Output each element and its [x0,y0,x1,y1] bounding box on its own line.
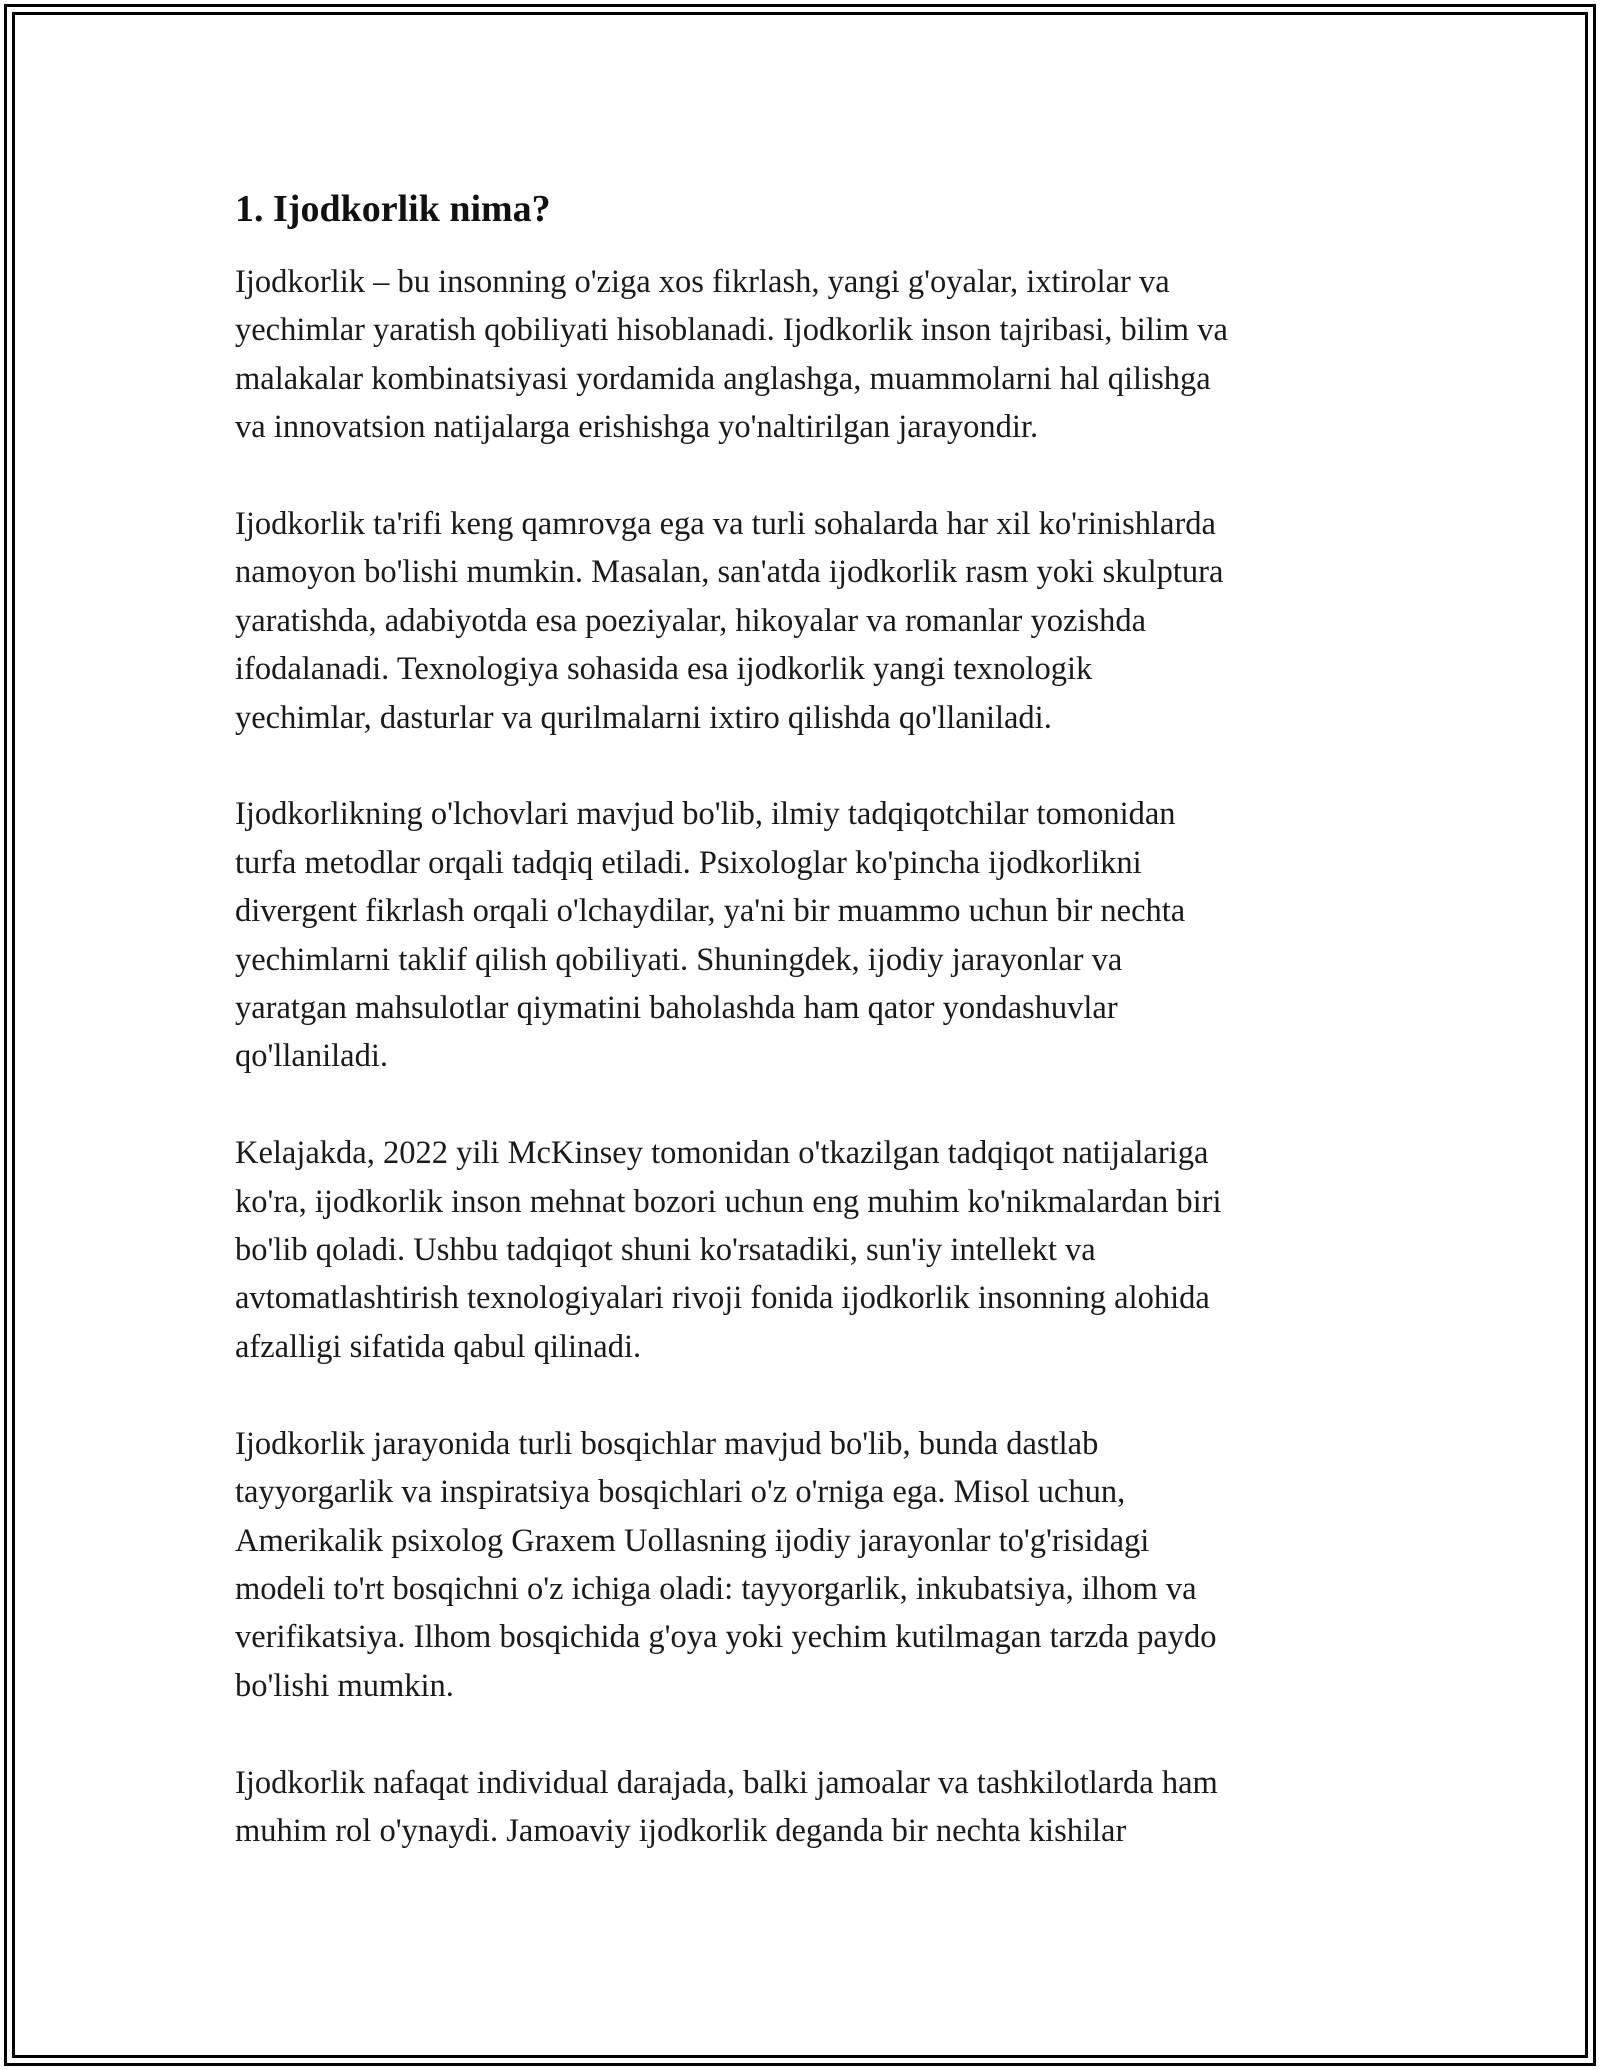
paragraph-definition: Ijodkorlik – bu insonning o'ziga xos fikrlash, yangi g'oyalar, ixtirolar va yechimlar yaratish qobiliyati hisoblanadi. Ijodkorlik inson tajribasi, bilim va malakalar kombinatsiyasi yordamida anglashga, muammolarni hal qilishga va innovatsion natijalarga erishishga yo'naltirilgan jarayondir. [235,264,1228,446]
paragraph-measurement: Ijodkorlikning o'lchovlari mavjud bo'lib, ilmiy tadqiqotchilar tomonidan turfa metodlar orqali tadqiq etiladi. Psixologlar ko'pincha ijodkorlikni divergent fikrlash orqali o'lchaydilar, ya'ni bir muammo uchun bir nechta yechimlarni taklif qilish qobiliyati. Shuningdek, ijodiy jarayonlar va yaratgan mahsulotlar qiymatini baholashda ham qator yondashuvlar qo'llaniladi. [235,796,1186,1075]
paragraph-teams: Ijodkorlik nafaqat individual darajada, balki jamoalar va tashkilotlarda ham muhim rol o'ynaydi. Jamoaviy ijodkorlik deganda bir nechta kishilar [235,1764,1218,1849]
paragraph-domains: Ijodkorlik ta'rifi keng qamrovga ega va turli sohalarda har xil ko'rinishlarda namoyon bo'lishi mumkin. Masalan, san'atda ijodkorlik rasm yoki skulptura yaratishda, adabiyotda esa poeziyalar, hikoyalar va romanlar yozishda ifodalanadi. Texnologiya sohasida esa ijodkorlik yangi texnologik yechimlar, dasturlar va qurilmalarni ixtiro qilishda qo'llaniladi. [235,506,1224,736]
paragraph-stages: Ijodkorlik jarayonida turli bosqichlar mavjud bo'lib, bunda dastlab tayyorgarlik va inspiratsiya bosqichlari o'z o'rniga ega. Misol uchun, Amerikalik psixolog Graxem Uollasning ijodiy jarayonlar to'g'risidagi modeli to'rt bosqichni o'z ichiga oladi: tayyorgarlik, inkubatsiya, ilhom va verifikatsiya. Ilhom bosqichida g'oya yoki yechim kutilmagan tarzda paydo bo'lishi mumkin. [235,1425,1217,1704]
document-content [235,185,1385,1904]
section-heading: 1. Ijodkorlik nima? [235,188,551,230]
paragraph-future: Kelajakda, 2022 yili McKinsey tomonidan o'tkazilgan tadqiqot natijalariga ko'ra, ijodkorlik inson mehnat bozori uchun eng muhim ko'nikmalardan biri bo'lib qoladi. Ushbu tadqiqot shuni ko'rsatadiki, sun'iy intellekt va avtomatlashtirish texnologiyalari rivoji fonida ijodkorlik insonning alohida afzalligi sifatida qabul qilinadi. [235,1135,1222,1365]
